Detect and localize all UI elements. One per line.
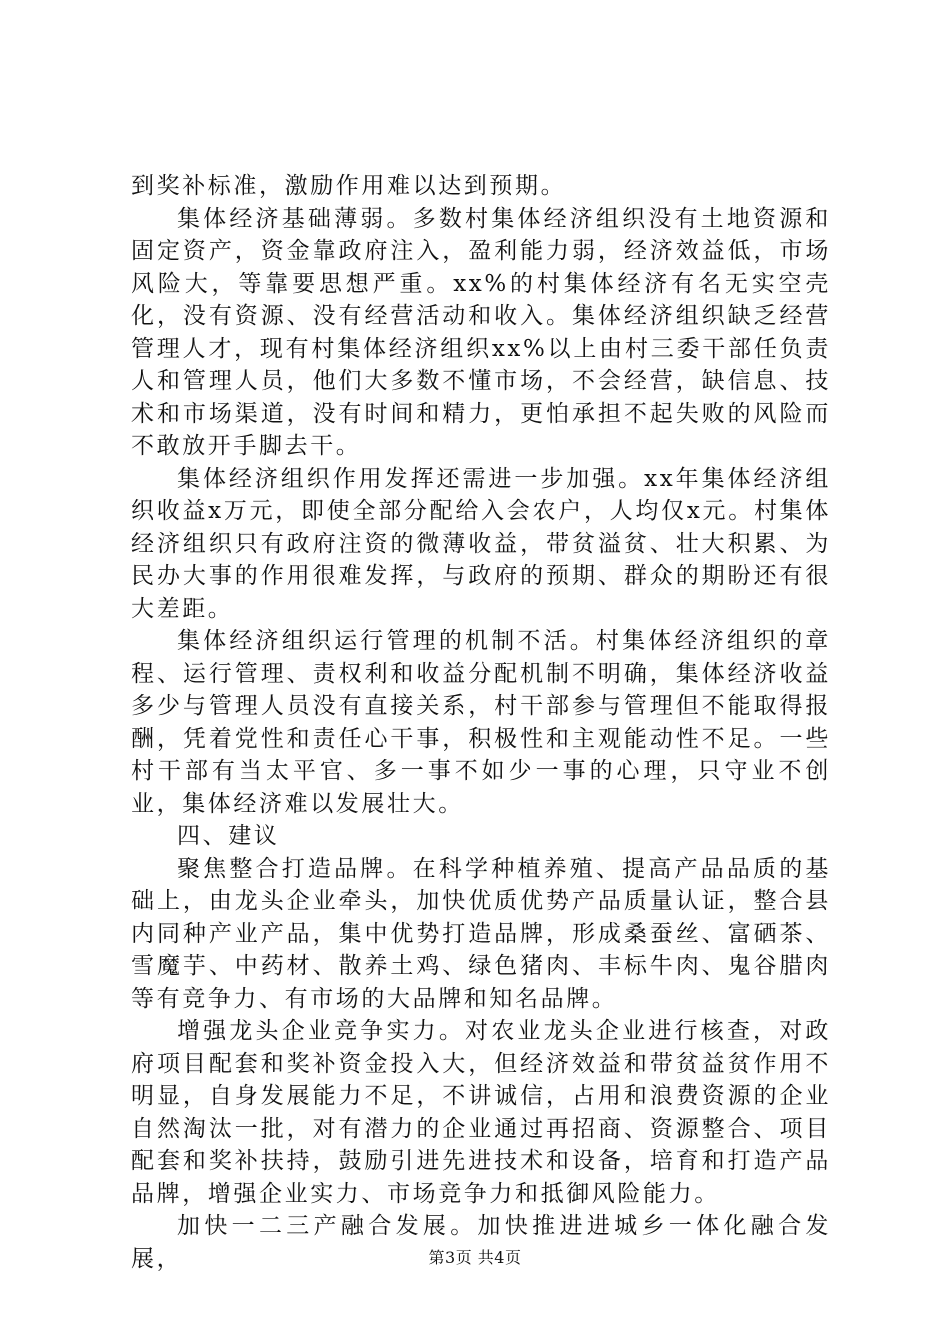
section-heading-suggestions: 四、建议 bbox=[177, 823, 280, 849]
paragraph-organization-role: 集体经济组织作用发挥还需进一步加强。xx年集体经济组织收益x万元，即使全部分配给入会农户，人均仅x元。村集体经济组织只有政府注资的微薄收益，带贫溢贫、壮大积累、为民办大事的作用很难发挥，与政府的预期、群众的期盼还有很大差距。 bbox=[131, 465, 831, 622]
paragraph-brand-building: 聚焦整合打造品牌。在科学种植养殖、提高产品品质的基础上，由龙头企业牵头，加快优质优势产品质量认证，整合县内同种产业产品，集中优势打造品牌，形成桑蚕丝、富硒茶、雪魔芋、中药材、散养土鸡、绿色猪肉、丰标牛肉、鬼谷腊肉等有竞争力、有市场的大品牌和知名品牌。 bbox=[131, 855, 831, 1012]
paragraph-management-mechanism: 集体经济组织运行管理的机制不活。村集体经济组织的章程、运行管理、责权利和收益分配机制不明确，集体经济收益多少与管理人员没有直接关系，村干部参与管理但不能取得报酬，凭着党性和责任心干事，积极性和主观能动性不足。一些村干部有当太平官、多一事不如少一事的心理，只守业不创业，集体经济难以发展壮大。 bbox=[131, 628, 831, 817]
page-footer bbox=[0, 1245, 950, 1268]
paragraph-industry-integration: 加快一二三产融合发展。加快推进进城乡一体化融合发展， bbox=[131, 1213, 831, 1272]
paragraph-leading-enterprises: 增强龙头企业竞争实力。对农业龙头企业进行核查，对政府项目配套和奖补资金投入大，但经济效益和带贫益贫作用不明显，自身发展能力不足，不讲诚信，占用和浪费资源的企业自然淘汰一批，对有潜力的企业通过再招商、资源整合、项目配套和奖补扶持，鼓励引进先进技术和设备，培育和打造产品品牌，增强企业实力、市场竞争力和抵御风险能力。 bbox=[131, 1018, 831, 1207]
paragraph-continuation: 到奖补标准，激励作用难以达到预期。 bbox=[131, 173, 567, 199]
document-body bbox=[131, 170, 831, 1275]
page-number-label: 第3页 共4页 bbox=[428, 1248, 522, 1267]
paragraph-weak-economic-base: 集体经济基础薄弱。多数村集体经济组织没有土地资源和固定资产，资金靠政府注入，盈利能力弱，经济效益低，市场风险大，等靠要思想严重。xx%的村集体经济有名无实空壳化，没有资源、没有经营活动和收入。集体经济组织缺乏经营管理人才，现有村集体经济组织xx%以上由村三委干部任负责人和管理人员，他们大多数不懂市场，不会经营，缺信息、技术和市场渠道，没有时间和精力，更怕承担不起失败的风险而不敢放开手脚去干。 bbox=[131, 205, 831, 459]
